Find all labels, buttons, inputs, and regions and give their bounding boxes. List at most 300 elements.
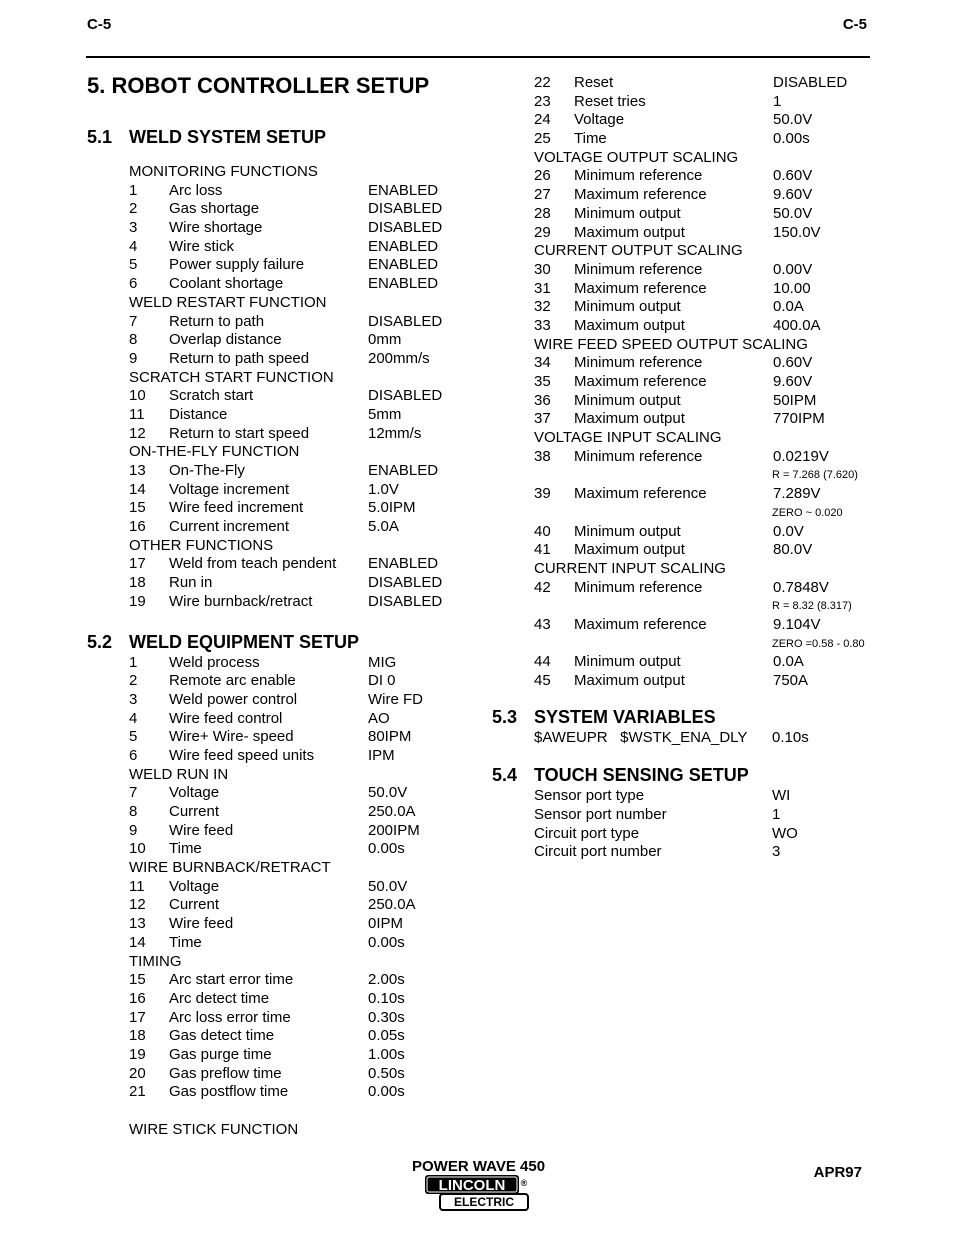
item-label: Minimum reference bbox=[574, 167, 703, 185]
item-label: Minimum output bbox=[574, 653, 681, 671]
item-number: 37 bbox=[534, 410, 551, 428]
list-item bbox=[534, 541, 872, 560]
item-label: Voltage bbox=[574, 111, 625, 129]
item-number: 25 bbox=[534, 130, 551, 148]
item-label: Maximum reference bbox=[574, 485, 707, 503]
item-label: Return to path bbox=[169, 312, 265, 330]
right-column bbox=[492, 74, 872, 862]
item-number: 10 bbox=[129, 840, 146, 858]
list-item bbox=[129, 275, 467, 294]
item-number: 3 bbox=[129, 690, 138, 708]
item-number: 4 bbox=[129, 709, 138, 727]
item-value: 0IPM bbox=[368, 915, 404, 933]
item-label: Minimum output bbox=[574, 522, 681, 540]
item-number: 12 bbox=[129, 896, 146, 914]
item-number: 1 bbox=[129, 653, 138, 671]
item-label: Overlap distance bbox=[169, 331, 282, 349]
item-number: 31 bbox=[534, 279, 551, 297]
item-label: Maximum output bbox=[574, 410, 685, 428]
section-title: SYSTEM VARIABLES bbox=[534, 706, 716, 727]
item-label: Power supply failure bbox=[169, 256, 305, 274]
item-value: 0.7848V bbox=[773, 578, 829, 596]
list-item bbox=[534, 373, 872, 392]
item-number: 15 bbox=[129, 499, 146, 517]
item-label: Run in bbox=[169, 574, 213, 592]
item-label: Sensor port type bbox=[534, 787, 645, 805]
item-label: Arc start error time bbox=[169, 971, 294, 989]
list-item bbox=[129, 691, 467, 710]
item-label: Weld process bbox=[169, 653, 260, 671]
item-value: WI bbox=[772, 787, 791, 805]
item-number: 11 bbox=[129, 877, 145, 895]
item-label: Maximum output bbox=[574, 223, 685, 241]
item-label: Arc loss error time bbox=[169, 1008, 291, 1026]
item-label: Current bbox=[169, 803, 220, 820]
group-heading: TIMING bbox=[129, 952, 182, 970]
list-item bbox=[129, 406, 467, 425]
item-value: 250.0A bbox=[368, 803, 416, 820]
item-value: 9.60V bbox=[773, 373, 813, 390]
group-heading: CURRENT OUTPUT SCALING bbox=[534, 242, 743, 260]
item-value: 0.00s bbox=[368, 840, 405, 858]
item-value: 5.0IPM bbox=[368, 499, 416, 517]
item-value: 0.0A bbox=[773, 298, 804, 316]
item-number: 7 bbox=[129, 312, 138, 330]
item-value: WO bbox=[772, 824, 798, 842]
item-number: 22 bbox=[534, 74, 551, 91]
group-heading: ON-THE-FLY FUNCTION bbox=[129, 443, 300, 461]
item-label: Wire shortage bbox=[169, 219, 263, 237]
item-number: 13 bbox=[129, 462, 146, 479]
item-label: Distance bbox=[169, 405, 228, 423]
item-value: 0.10s bbox=[368, 989, 405, 1007]
section-number: 5.4 bbox=[492, 765, 518, 786]
item-label: Minimum reference bbox=[574, 354, 703, 372]
item-label: Maximum output bbox=[574, 316, 685, 334]
list-item bbox=[129, 331, 467, 350]
list-item bbox=[534, 523, 872, 542]
item-value: ENABLED bbox=[368, 256, 439, 274]
item-label: Wire feed increment bbox=[169, 499, 304, 517]
item-label: Weld power control bbox=[169, 690, 298, 708]
list-item bbox=[129, 518, 467, 537]
item-number: 14 bbox=[129, 933, 146, 951]
list-item bbox=[534, 616, 872, 635]
item-number: 3 bbox=[129, 219, 138, 237]
item-number: 27 bbox=[534, 186, 551, 204]
item-label: Minimum reference bbox=[574, 447, 703, 465]
item-number: 18 bbox=[129, 1027, 146, 1045]
group-heading: WIRE STICK FUNCTION bbox=[129, 1121, 299, 1138]
item-value: 9.60V bbox=[773, 186, 813, 204]
item-label: Wire burnback/retract bbox=[169, 592, 313, 610]
item-label: Voltage increment bbox=[169, 480, 290, 498]
item-value: 0.00s bbox=[368, 933, 405, 951]
list-item bbox=[129, 313, 467, 332]
item-number: 2 bbox=[129, 200, 138, 218]
list-item bbox=[534, 392, 872, 411]
item-label: Return to path speed bbox=[169, 349, 310, 367]
item-value: ENABLED bbox=[368, 275, 439, 293]
list-item bbox=[129, 747, 467, 766]
list-item bbox=[534, 485, 872, 504]
item-value: MIG bbox=[368, 653, 397, 671]
item-value: AO bbox=[368, 709, 390, 727]
list-item bbox=[534, 825, 872, 844]
section-number: 5.3 bbox=[492, 706, 518, 727]
item-value: 0.0A bbox=[773, 653, 804, 671]
list-item bbox=[129, 1083, 467, 1102]
item-value: Wire FD bbox=[368, 690, 423, 708]
item-value: 5mm bbox=[368, 405, 402, 423]
item-number: 18 bbox=[129, 574, 146, 592]
item-label: Maximum reference bbox=[574, 186, 707, 204]
item-number: 13 bbox=[129, 915, 146, 933]
item-value: DISABLED bbox=[773, 74, 848, 91]
item-label: Minimum reference bbox=[574, 260, 703, 278]
item-value: 0.05s bbox=[368, 1027, 405, 1045]
list-item bbox=[534, 74, 872, 93]
item-label: Gas shortage bbox=[169, 200, 260, 218]
item-value: 0.0V bbox=[773, 522, 804, 540]
item-number: 7 bbox=[129, 784, 138, 802]
item-note: ZERO ~ 0.020 bbox=[772, 506, 843, 519]
item-label: Reset bbox=[574, 74, 614, 91]
group-heading: WIRE BURNBACK/RETRACT bbox=[129, 859, 331, 877]
item-number: 35 bbox=[534, 373, 551, 390]
list-item bbox=[129, 784, 467, 803]
item-value: 5.0A bbox=[368, 518, 399, 536]
item-value: 1 bbox=[773, 92, 782, 110]
item-value: 0.50s bbox=[368, 1064, 405, 1082]
item-number: 26 bbox=[534, 167, 551, 185]
item-number: 36 bbox=[534, 391, 551, 409]
group-heading: WELD RESTART FUNCTION bbox=[129, 293, 327, 311]
item-number: 19 bbox=[129, 592, 146, 610]
list-item bbox=[534, 261, 872, 280]
group-heading: SCRATCH START FUNCTION bbox=[129, 368, 334, 386]
item-number: 34 bbox=[534, 354, 551, 372]
group-heading: WELD RUN IN bbox=[129, 765, 229, 783]
group-heading: VOLTAGE OUTPUT SCALING bbox=[534, 148, 739, 166]
item-number: 2 bbox=[129, 672, 138, 690]
item-label: Remote arc enable bbox=[169, 672, 296, 690]
list-item bbox=[534, 167, 872, 186]
item-value: 0.00V bbox=[773, 260, 813, 278]
item-label: Wire feed speed units bbox=[169, 746, 315, 764]
list-item bbox=[534, 672, 872, 691]
section-5-3-heading bbox=[492, 705, 872, 729]
item-value: 50.0V bbox=[368, 877, 408, 895]
section-number: 5.2 bbox=[87, 631, 113, 652]
list-item bbox=[129, 878, 467, 897]
item-label: Voltage bbox=[169, 784, 220, 802]
item-number: 17 bbox=[129, 1008, 146, 1026]
header-rule bbox=[86, 56, 870, 58]
list-item bbox=[129, 672, 467, 691]
item-label: Gas postflow time bbox=[169, 1083, 289, 1101]
item-number: 39 bbox=[534, 485, 551, 503]
item-value: ENABLED bbox=[368, 181, 439, 199]
item-label: Gas detect time bbox=[169, 1027, 275, 1045]
list-item bbox=[129, 462, 467, 481]
item-label: Maximum reference bbox=[574, 279, 707, 297]
list-item bbox=[129, 574, 467, 593]
section-number: 5.1 bbox=[87, 127, 113, 147]
item-number: 15 bbox=[129, 971, 146, 989]
list-item bbox=[534, 448, 872, 467]
list-item bbox=[534, 579, 872, 598]
item-label: Maximum reference bbox=[574, 615, 707, 633]
item-label: Time bbox=[169, 933, 202, 951]
list-item bbox=[129, 387, 467, 406]
footer-product-name: POWER WAVE 450 bbox=[412, 1158, 546, 1175]
list-item bbox=[129, 481, 467, 500]
item-label: Gas preflow time bbox=[169, 1064, 282, 1082]
list-item bbox=[534, 354, 872, 373]
item-label: Weld from teach pendent bbox=[169, 555, 337, 573]
logo-registered-mark: ® bbox=[520, 1178, 528, 1188]
list-item bbox=[129, 915, 467, 934]
page-number-right: C-5 bbox=[842, 16, 867, 33]
item-label: Maximum output bbox=[574, 541, 685, 559]
item-value: 200mm/s bbox=[368, 349, 430, 367]
item-value: 400.0A bbox=[773, 316, 821, 334]
group-heading: MONITORING FUNCTIONS bbox=[129, 163, 318, 180]
item-label: Gas purge time bbox=[169, 1045, 272, 1063]
list-item bbox=[534, 787, 872, 806]
item-number: 29 bbox=[534, 223, 551, 241]
list-item bbox=[129, 971, 467, 990]
left-column bbox=[87, 72, 467, 1140]
list-item bbox=[129, 1046, 467, 1065]
list-item bbox=[129, 840, 467, 859]
group-heading: OTHER FUNCTIONS bbox=[129, 536, 274, 554]
item-label: Minimum output bbox=[574, 204, 681, 222]
list-item bbox=[534, 280, 872, 299]
section-5-4-heading bbox=[492, 763, 872, 787]
item-label: Arc loss bbox=[169, 181, 223, 199]
lincoln-electric-logo bbox=[424, 1174, 530, 1212]
item-value: IPM bbox=[368, 746, 395, 764]
item-label: $AWEUPR $WSTK_ENA_DLY bbox=[534, 728, 748, 746]
logo-text-electric: ELECTRIC bbox=[454, 1195, 514, 1209]
item-label: Current bbox=[169, 896, 220, 914]
item-label: Wire feed bbox=[169, 821, 234, 839]
list-item bbox=[534, 224, 872, 243]
item-number: 14 bbox=[129, 480, 146, 498]
page-number-left: C-5 bbox=[87, 16, 112, 33]
list-item bbox=[534, 93, 872, 112]
item-number: 45 bbox=[534, 672, 551, 689]
item-value: 80.0V bbox=[773, 541, 813, 559]
item-label: Minimum output bbox=[574, 298, 681, 316]
section-5-2-heading bbox=[87, 630, 467, 654]
item-label: Arc detect time bbox=[169, 989, 270, 1007]
item-number: 12 bbox=[129, 424, 146, 442]
item-value: DI 0 bbox=[368, 672, 396, 690]
list-item bbox=[129, 710, 467, 729]
item-number: 23 bbox=[534, 92, 551, 110]
item-label: Current increment bbox=[169, 518, 290, 536]
list-item bbox=[129, 728, 467, 747]
item-label: Time bbox=[574, 130, 607, 148]
item-value: 0.30s bbox=[368, 1008, 405, 1026]
item-number: 1 bbox=[129, 181, 138, 199]
item-number: 9 bbox=[129, 349, 138, 367]
item-label: Sensor port number bbox=[534, 806, 667, 824]
list-item bbox=[129, 555, 467, 574]
item-value: 0mm bbox=[368, 331, 402, 349]
section-5-1-heading bbox=[87, 125, 467, 149]
item-number: 44 bbox=[534, 653, 551, 671]
item-number: 30 bbox=[534, 260, 551, 278]
list-item bbox=[534, 130, 872, 149]
item-number: 6 bbox=[129, 746, 138, 764]
item-number: 42 bbox=[534, 578, 551, 596]
list-item bbox=[534, 653, 872, 672]
list-item bbox=[129, 593, 467, 612]
item-value: 50.0V bbox=[773, 111, 813, 129]
item-value: 0.0219V bbox=[773, 447, 829, 465]
item-number: 40 bbox=[534, 522, 551, 540]
item-number: 16 bbox=[129, 989, 146, 1007]
item-value: 1 bbox=[772, 806, 781, 824]
list-item bbox=[129, 654, 467, 673]
list-item bbox=[129, 200, 467, 219]
item-value: 80IPM bbox=[368, 728, 412, 746]
weld-system-setup-list bbox=[129, 163, 467, 612]
group-heading: VOLTAGE INPUT SCALING bbox=[534, 429, 722, 447]
item-label: Time bbox=[169, 840, 202, 858]
section-title: WELD EQUIPMENT SETUP bbox=[129, 631, 360, 652]
item-number: 16 bbox=[129, 518, 146, 536]
item-number: 32 bbox=[534, 298, 551, 316]
item-number: 8 bbox=[129, 803, 138, 820]
list-item bbox=[129, 425, 467, 444]
item-value: 50IPM bbox=[773, 391, 817, 409]
list-item bbox=[129, 256, 467, 275]
item-number: 20 bbox=[129, 1064, 146, 1082]
item-value: 250.0A bbox=[368, 896, 416, 914]
list-item bbox=[129, 1009, 467, 1028]
list-item bbox=[129, 1065, 467, 1084]
item-value: 50.0V bbox=[368, 784, 408, 802]
list-item bbox=[534, 317, 872, 336]
item-label: Circuit port type bbox=[534, 824, 640, 842]
item-value: 750A bbox=[773, 672, 809, 689]
group-heading: CURRENT INPUT SCALING bbox=[534, 559, 726, 577]
item-note: R = 8.32 (8.317) bbox=[772, 600, 852, 613]
weld-equipment-setup-list-right bbox=[534, 74, 872, 691]
section-title: TOUCH SENSING SETUP bbox=[534, 765, 749, 786]
item-value: 200IPM bbox=[368, 821, 420, 839]
item-value: 2.00s bbox=[368, 971, 405, 989]
item-value: 3 bbox=[772, 843, 781, 861]
item-value: 770IPM bbox=[773, 410, 825, 428]
item-number: 28 bbox=[534, 204, 551, 222]
touch-sensing-list bbox=[534, 787, 872, 862]
item-number: 5 bbox=[129, 728, 138, 746]
item-number: 21 bbox=[129, 1083, 146, 1101]
item-note: ZERO =0.58 - 0.80 bbox=[772, 637, 865, 650]
item-value: ENABLED bbox=[368, 555, 439, 573]
item-label: Wire stick bbox=[169, 237, 234, 255]
item-value: ENABLED bbox=[368, 462, 439, 479]
item-number: 9 bbox=[129, 821, 138, 839]
list-item bbox=[129, 803, 467, 822]
item-number: 10 bbox=[129, 387, 146, 405]
item-label: Maximum reference bbox=[574, 373, 707, 390]
item-number: 8 bbox=[129, 331, 138, 349]
list-item bbox=[129, 934, 467, 953]
list-item bbox=[129, 1027, 467, 1046]
list-item bbox=[534, 729, 872, 748]
item-value: DISABLED bbox=[368, 387, 443, 405]
item-number: 17 bbox=[129, 555, 146, 573]
list-item bbox=[129, 990, 467, 1009]
item-label: Voltage bbox=[169, 877, 220, 895]
item-value: 0.60V bbox=[773, 167, 813, 185]
list-item bbox=[534, 298, 872, 317]
item-label: Return to start speed bbox=[169, 424, 310, 442]
item-number: 24 bbox=[534, 111, 551, 129]
logo-text-lincoln: LINCOLN bbox=[438, 1177, 506, 1194]
item-value: 7.289V bbox=[773, 485, 821, 503]
list-item bbox=[534, 806, 872, 825]
list-item bbox=[129, 219, 467, 238]
list-item bbox=[534, 186, 872, 205]
item-value: 1.00s bbox=[368, 1045, 405, 1063]
group-heading: WIRE FEED SPEED OUTPUT SCALING bbox=[534, 335, 808, 353]
item-value: 0.00s bbox=[773, 130, 810, 148]
item-value: DISABLED bbox=[368, 200, 443, 218]
item-label: Reset tries bbox=[574, 92, 646, 110]
item-number: 33 bbox=[534, 316, 551, 334]
section-title: WELD SYSTEM SETUP bbox=[129, 127, 327, 147]
item-number: 11 bbox=[129, 405, 145, 423]
item-value: 150.0V bbox=[773, 223, 821, 241]
list-item bbox=[129, 499, 467, 518]
item-label: Minimum output bbox=[574, 391, 681, 409]
list-item bbox=[129, 822, 467, 841]
item-note: R = 7.268 (7.620) bbox=[772, 469, 858, 482]
item-value: 9.104V bbox=[773, 615, 821, 633]
item-value: DISABLED bbox=[368, 592, 443, 610]
item-label: Circuit port number bbox=[534, 843, 662, 861]
list-item bbox=[129, 896, 467, 915]
list-item bbox=[534, 111, 872, 130]
item-number: 41 bbox=[534, 541, 551, 559]
system-variables-list bbox=[534, 729, 872, 748]
item-value: 12mm/s bbox=[368, 424, 422, 442]
item-value: ENABLED bbox=[368, 237, 439, 255]
list-item bbox=[129, 182, 467, 201]
item-value: DISABLED bbox=[368, 574, 443, 592]
list-item bbox=[534, 205, 872, 224]
item-label: Minimum reference bbox=[574, 578, 703, 596]
item-label: Scratch start bbox=[169, 387, 254, 405]
item-label: Wire+ Wire- speed bbox=[169, 728, 294, 746]
item-value: 50.0V bbox=[773, 204, 813, 222]
item-number: 4 bbox=[129, 237, 138, 255]
item-label: On-The-Fly bbox=[169, 462, 245, 479]
item-value: 0.10s bbox=[772, 728, 809, 746]
item-label: Wire feed control bbox=[169, 709, 283, 727]
item-number: 5 bbox=[129, 256, 138, 274]
list-item bbox=[129, 350, 467, 369]
list-item bbox=[534, 410, 872, 429]
